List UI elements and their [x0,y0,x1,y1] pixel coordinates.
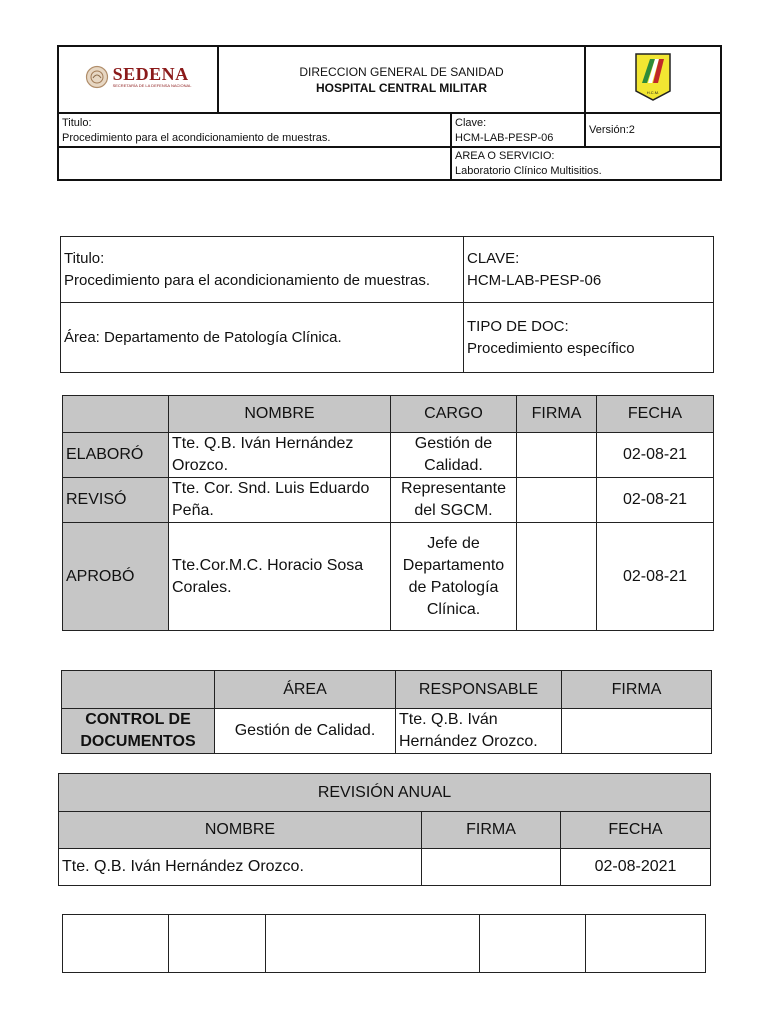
mexico-seal-icon [85,65,109,89]
info-tipo-label: TIPO DE DOC: [467,317,569,335]
control-header-area: ÁREA [215,671,396,709]
header-title-cell [58,113,451,147]
info-tipo-value: Procedimiento específico [467,339,635,357]
control-header-firma: FIRMA [562,671,712,709]
info-area-label: Área: [64,328,100,346]
table-row [63,433,714,478]
table-row [63,478,714,523]
table-row [59,849,711,886]
review-header-nombre: NOMBRE [59,812,422,849]
approvals-header-cargo: CARGO [391,396,517,433]
blank-cell [63,915,169,973]
info-title-label: Titulo: [64,249,105,267]
approvals-name: Tte.Cor.M.C. Horacio Sosa Corales. [169,523,391,631]
blank-cell [586,915,706,973]
review-name: Tte. Q.B. Iván Hernández Orozco. [59,849,422,886]
header-area-value: Laboratorio Clínico Multisitios. [455,164,602,177]
review-title-row [59,774,711,812]
info-clave-value: HCM-LAB-PESP-06 [467,271,602,289]
blank-cell [480,915,586,973]
sedena-logo-subtext: SECRETARÍA DE LA DEFENSA NACIONAL [112,83,192,88]
header-version: Versión:2 [585,113,721,147]
control-header-row [62,671,712,709]
approvals-name: Tte. Cor. Snd. Luis Eduardo Peña. [169,478,391,523]
approvals-cargo: Representante del SGCM. [391,478,517,523]
hospital-emblem-cell [585,46,721,113]
header-area-label: AREA O SERVICIO: [455,149,555,162]
approvals-header-row [63,396,714,433]
document-header [57,45,722,181]
approvals-fecha: 02-08-21 [597,523,714,631]
approvals-role: ELABORÓ [63,433,169,478]
control-firma [562,709,712,754]
approvals-header-fecha: FECHA [597,396,714,433]
info-area-value: Departamento de Patología Clínica. [104,328,342,346]
blank-row [63,915,706,973]
blank-cell [266,915,480,973]
document-info-table [60,236,714,373]
info-title-cell [61,237,464,303]
header-clave-label: Clave: [455,117,487,129]
review-fecha: 02-08-2021 [561,849,711,886]
review-header-firma: FIRMA [422,812,561,849]
blank-table [62,914,706,973]
control-responsable: Tte. Q.B. Iván Hernández Orozco. [396,709,562,754]
approvals-fecha: 02-08-21 [597,478,714,523]
hospital-shield-icon [633,51,673,103]
table-row [62,709,712,754]
sedena-logo-cell [58,46,218,113]
info-tipo-cell [464,303,714,373]
header-title-value: Procedimiento para el acondicionamiento de muestras. [62,132,331,144]
info-title-value: Procedimiento para el acondicionamiento de muestras. [64,271,431,289]
hospital-name: HOSPITAL CENTRAL MILITAR [315,80,488,95]
header-area-cell [451,147,721,180]
sedena-logo-text: SEDENA [112,64,189,84]
sedena-logo [85,65,192,89]
annual-review-table [58,773,711,886]
approvals-table [62,395,714,631]
svg-text:H.C.M.: H.C.M. [646,90,660,95]
control-header-responsable: RESPONSABLE [396,671,562,709]
approvals-firma [517,433,597,478]
info-clave-label: CLAVE: [467,249,520,267]
header-blank-cell [58,147,451,180]
info-area-cell [61,303,464,373]
approvals-firma [517,523,597,631]
approvals-header-empty [63,396,169,433]
approvals-firma [517,478,597,523]
header-clave-cell [451,113,585,147]
header-clave-value: HCM-LAB-PESP-06 [455,132,554,144]
document-control-table [61,670,712,754]
control-row-label: CONTROL DE DOCUMENTOS [62,709,215,754]
table-row [63,523,714,631]
approvals-role: APROBÓ [63,523,169,631]
organization-cell [218,46,585,113]
control-header-empty [62,671,215,709]
review-title: REVISIÓN ANUAL [59,774,711,812]
approvals-name: Tte. Q.B. Iván Hernández Orozco. [169,433,391,478]
approvals-header-firma: FIRMA [517,396,597,433]
review-header-fecha: FECHA [561,812,711,849]
header-title-label: Titulo: [62,117,92,129]
review-header-row [59,812,711,849]
approvals-role: REVISÓ [63,478,169,523]
review-firma [422,849,561,886]
blank-cell [169,915,266,973]
approvals-header-nombre: NOMBRE [169,396,391,433]
approvals-cargo: Gestión de Calidad. [391,433,517,478]
approvals-cargo: Jefe de Departamento de Patología Clínica. [391,523,517,631]
approvals-fecha: 02-08-21 [597,433,714,478]
info-clave-cell [464,237,714,303]
control-area: Gestión de Calidad. [215,709,396,754]
org-name: DIRECCION GENERAL DE SANIDAD [299,64,504,79]
